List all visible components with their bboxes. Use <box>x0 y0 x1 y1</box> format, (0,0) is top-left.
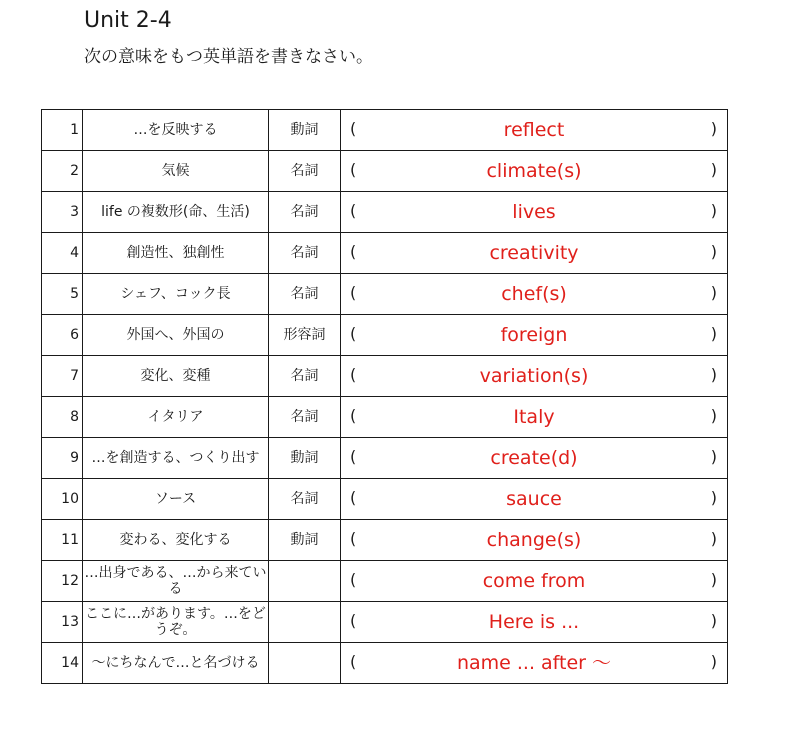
part-of-speech-cell: 名詞 <box>269 233 341 274</box>
meaning-cell: 〜にちなんで…と名づける <box>83 643 269 684</box>
part-of-speech-cell: 動詞 <box>269 438 341 479</box>
close-paren: ) <box>710 406 717 425</box>
answer-text: climate(s) <box>486 160 582 182</box>
table-row <box>42 643 728 684</box>
open-paren: ( <box>350 488 357 507</box>
answer-cell <box>341 192 728 233</box>
instruction-text: 次の意味をもつ英単語を書きなさい。 <box>84 47 373 67</box>
close-paren: ) <box>710 201 717 220</box>
open-paren: ( <box>350 365 357 384</box>
close-paren: ) <box>710 488 717 507</box>
table-row <box>42 110 728 151</box>
answer-text: lives <box>512 201 556 223</box>
open-paren: ( <box>350 324 357 343</box>
part-of-speech-cell: 名詞 <box>269 479 341 520</box>
table-row <box>42 520 728 561</box>
close-paren: ) <box>710 447 717 466</box>
part-of-speech-cell: 名詞 <box>269 151 341 192</box>
answer-cell <box>341 233 728 274</box>
row-number: 2 <box>42 151 83 192</box>
answer-cell <box>341 315 728 356</box>
close-paren: ) <box>710 242 717 261</box>
open-paren: ( <box>350 570 357 589</box>
answer-text: chef(s) <box>501 283 567 305</box>
row-number: 5 <box>42 274 83 315</box>
meaning-cell: …出身である、…から来ている <box>83 561 269 602</box>
answer-text: change(s) <box>486 529 582 551</box>
close-paren: ) <box>710 119 717 138</box>
row-number: 12 <box>42 561 83 602</box>
part-of-speech-cell: 動詞 <box>269 110 341 151</box>
answer-text: come from <box>482 570 586 592</box>
row-number: 1 <box>42 110 83 151</box>
answer-text: reflect <box>503 119 565 141</box>
close-paren: ) <box>710 160 717 179</box>
table-row <box>42 151 728 192</box>
answer-text: creativity <box>489 242 579 264</box>
table-row <box>42 192 728 233</box>
answer-text: Here is ... <box>488 611 580 633</box>
meaning-cell: ソース <box>83 479 269 520</box>
table-row <box>42 561 728 602</box>
answer-cell <box>341 520 728 561</box>
part-of-speech-cell <box>269 643 341 684</box>
open-paren: ( <box>350 160 357 179</box>
table-row <box>42 602 728 643</box>
close-paren: ) <box>710 652 717 671</box>
part-of-speech-cell: 名詞 <box>269 192 341 233</box>
answer-cell <box>341 356 728 397</box>
table-row <box>42 274 728 315</box>
answer-text: sauce <box>506 488 562 510</box>
row-number: 9 <box>42 438 83 479</box>
part-of-speech-cell: 名詞 <box>269 274 341 315</box>
part-of-speech-cell: 名詞 <box>269 356 341 397</box>
part-of-speech-cell: 形容詞 <box>269 315 341 356</box>
close-paren: ) <box>710 324 717 343</box>
answer-cell <box>341 561 728 602</box>
answer-text: create(d) <box>490 447 578 469</box>
row-number: 14 <box>42 643 83 684</box>
part-of-speech-cell: 名詞 <box>269 397 341 438</box>
row-number: 11 <box>42 520 83 561</box>
close-paren: ) <box>710 611 717 630</box>
answer-cell <box>341 151 728 192</box>
answer-text: foreign <box>500 324 568 346</box>
part-of-speech-cell: 動詞 <box>269 520 341 561</box>
table-row <box>42 479 728 520</box>
meaning-cell: 創造性、独創性 <box>83 233 269 274</box>
table-row <box>42 438 728 479</box>
page-title: Unit 2-4 <box>84 8 172 33</box>
row-number: 13 <box>42 602 83 643</box>
table-row <box>42 315 728 356</box>
meaning-cell: …を創造する、つくり出す <box>83 438 269 479</box>
answer-text: Italy <box>513 406 555 428</box>
answer-cell <box>341 602 728 643</box>
open-paren: ( <box>350 529 357 548</box>
close-paren: ) <box>710 365 717 384</box>
vocabulary-table <box>41 109 728 684</box>
meaning-cell: イタリア <box>83 397 269 438</box>
open-paren: ( <box>350 406 357 425</box>
answer-text: variation(s) <box>479 365 589 387</box>
row-number: 3 <box>42 192 83 233</box>
close-paren: ) <box>710 570 717 589</box>
open-paren: ( <box>350 447 357 466</box>
close-paren: ) <box>710 529 717 548</box>
open-paren: ( <box>350 242 357 261</box>
answer-text: name ... after 〜 <box>456 652 612 674</box>
answer-cell <box>341 397 728 438</box>
row-number: 4 <box>42 233 83 274</box>
part-of-speech-cell <box>269 602 341 643</box>
open-paren: ( <box>350 201 357 220</box>
table-row <box>42 397 728 438</box>
row-number: 10 <box>42 479 83 520</box>
open-paren: ( <box>350 652 357 671</box>
open-paren: ( <box>350 119 357 138</box>
row-number: 8 <box>42 397 83 438</box>
meaning-cell: 外国へ、外国の <box>83 315 269 356</box>
row-number: 6 <box>42 315 83 356</box>
part-of-speech-cell <box>269 561 341 602</box>
open-paren: ( <box>350 283 357 302</box>
answer-cell <box>341 643 728 684</box>
answer-cell <box>341 110 728 151</box>
table-row <box>42 356 728 397</box>
answer-cell <box>341 438 728 479</box>
meaning-cell: 変化、変種 <box>83 356 269 397</box>
row-number: 7 <box>42 356 83 397</box>
table-row <box>42 233 728 274</box>
meaning-cell: 変わる、変化する <box>83 520 269 561</box>
close-paren: ) <box>710 283 717 302</box>
meaning-cell: life の複数形(命、生活) <box>83 192 269 233</box>
meaning-cell: 気候 <box>83 151 269 192</box>
answer-cell <box>341 479 728 520</box>
meaning-cell: ここに…があります。…をどうぞ。 <box>83 602 269 643</box>
open-paren: ( <box>350 611 357 630</box>
meaning-cell: …を反映する <box>83 110 269 151</box>
answer-cell <box>341 274 728 315</box>
meaning-cell: シェフ、コック長 <box>83 274 269 315</box>
